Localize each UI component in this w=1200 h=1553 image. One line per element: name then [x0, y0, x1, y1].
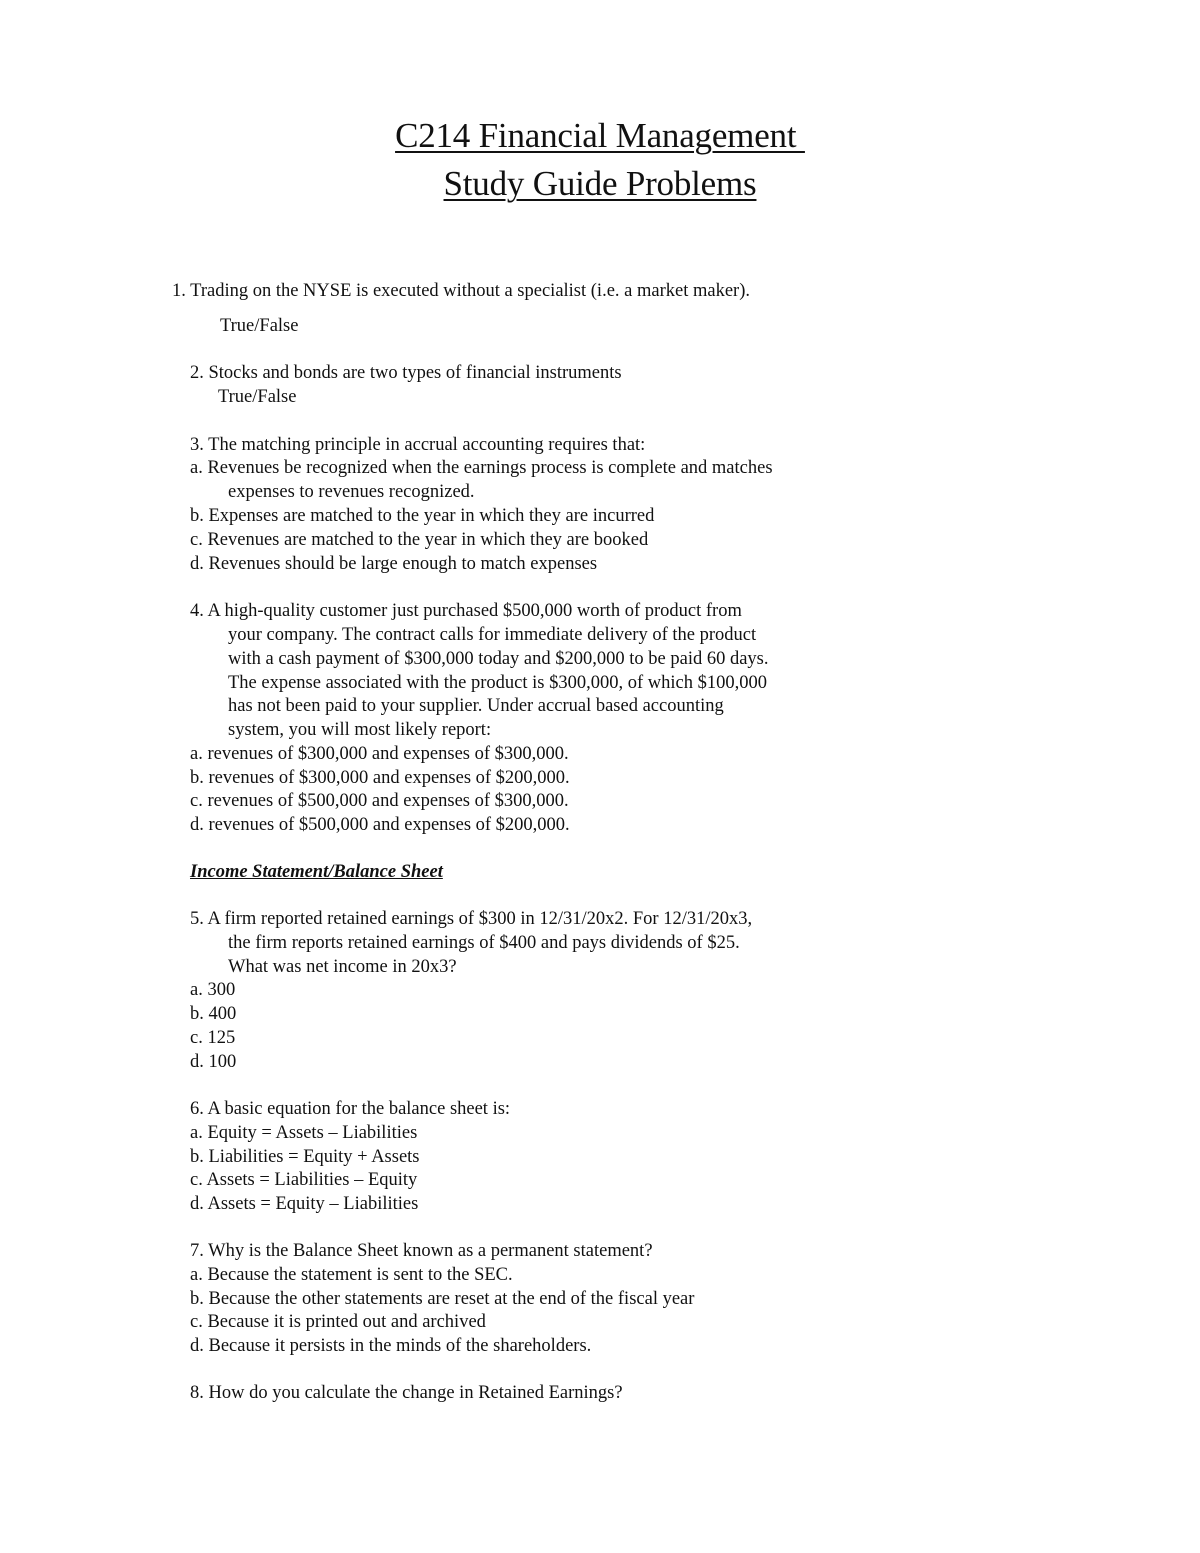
- question-5-option-a: a. 300: [190, 980, 236, 1000]
- question-1-answer: True/False: [220, 316, 299, 336]
- question-4-text-line1: 4. A high-quality customer just purchased $500,000 worth of product from: [190, 601, 742, 621]
- question-6-option-d: d. Assets = Equity – Liabilities: [190, 1194, 419, 1214]
- question-3-option-a-continued: expenses to revenues recognized.: [228, 482, 475, 502]
- question-4-text-line6: system, you will most likely report:: [228, 720, 492, 740]
- question-4-text-line4: The expense associated with the product is $300,000, of which $100,000: [228, 673, 767, 693]
- question-5-option-b: b. 400: [190, 1004, 237, 1024]
- question-3-option-d: d. Revenues should be large enough to match expenses: [190, 554, 598, 574]
- question-4-text-line3: with a cash payment of $300,000 today and $200,000 to be paid 60 days.: [228, 649, 769, 669]
- question-6-text: 6. A basic equation for the balance sheet is:: [190, 1099, 511, 1119]
- question-5-text-line2: the firm reports retained earnings of $400 and pays dividends of $25.: [228, 933, 740, 953]
- question-7-option-a: a. Because the statement is sent to the SEC.: [190, 1265, 513, 1285]
- question-4-option-b: b. revenues of $300,000 and expenses of $200,000.: [190, 768, 570, 788]
- question-6-option-c: c. Assets = Liabilities – Equity: [190, 1170, 418, 1190]
- question-5-option-d: d. 100: [190, 1052, 237, 1072]
- question-6-option-b: b. Liabilities = Equity + Assets: [190, 1147, 420, 1167]
- question-2-text: 2. Stocks and bonds are two types of financial instruments: [190, 363, 622, 383]
- question-3-option-a: a. Revenues be recognized when the earnings process is complete and matches: [190, 458, 773, 478]
- section-heading: Income Statement/Balance Sheet: [190, 862, 443, 882]
- question-5-text-line1: 5. A firm reported retained earnings of $300 in 12/31/20x2. For 12/31/20x3,: [190, 909, 753, 929]
- question-3-text: 3. The matching principle in accrual accounting requires that:: [190, 435, 646, 455]
- document-title-line2: Study Guide Problems: [443, 164, 757, 203]
- question-4-option-a: a. revenues of $300,000 and expenses of $300,000.: [190, 744, 569, 764]
- question-7-option-b: b. Because the other statements are reset at the end of the fiscal year: [190, 1289, 695, 1309]
- question-4-text-line2: your company. The contract calls for immediate delivery of the product: [228, 625, 757, 645]
- question-4-option-c: c. revenues of $500,000 and expenses of $300,000.: [190, 791, 569, 811]
- document-title-line1: C214 Financial Management: [395, 116, 805, 155]
- question-7-text: 7. Why is the Balance Sheet known as a permanent statement?: [190, 1241, 653, 1261]
- question-4-text-line5: has not been paid to your supplier. Under accrual based accounting: [228, 696, 724, 716]
- question-4-option-d: d. revenues of $500,000 and expenses of $200,000.: [190, 815, 570, 835]
- question-3-option-c: c. Revenues are matched to the year in which they are booked: [190, 530, 649, 550]
- question-7-option-c: c. Because it is printed out and archived: [190, 1312, 486, 1332]
- question-6-option-a: a. Equity = Assets – Liabilities: [190, 1123, 418, 1143]
- question-5-option-c: c. 125: [190, 1028, 236, 1048]
- question-8-text: 8. How do you calculate the change in Retained Earnings?: [190, 1383, 623, 1403]
- question-7-option-d: d. Because it persists in the minds of the shareholders.: [190, 1336, 592, 1356]
- question-3-option-b: b. Expenses are matched to the year in which they are incurred: [190, 506, 655, 526]
- question-1-text: 1. Trading on the NYSE is executed without a specialist (i.e. a market maker).: [172, 281, 750, 301]
- question-5-text-line3: What was net income in 20x3?: [228, 957, 457, 977]
- question-2-answer: True/False: [218, 387, 297, 407]
